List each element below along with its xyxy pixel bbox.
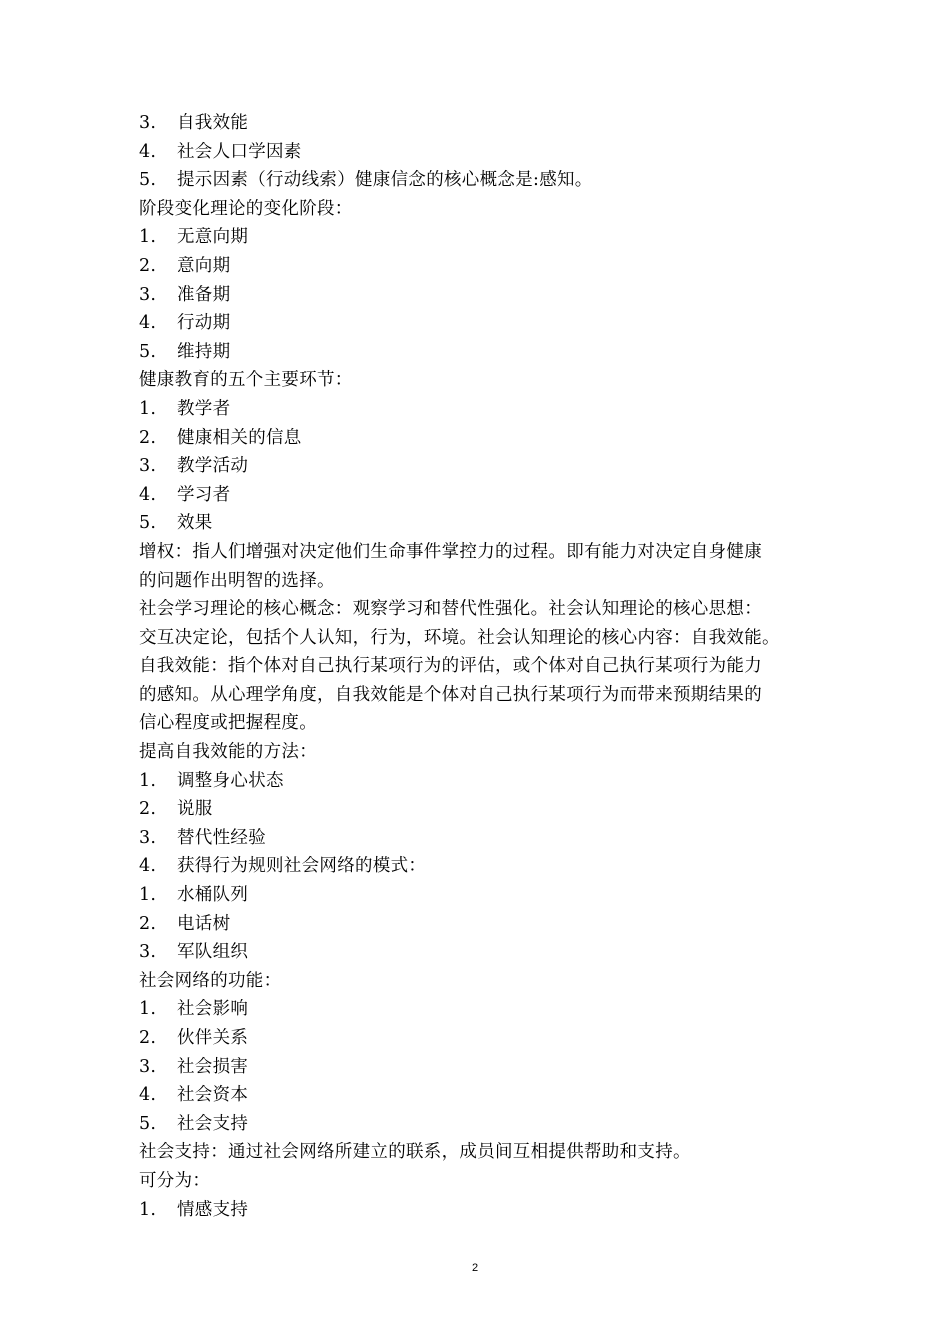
- list-item-number: 3.: [139, 113, 157, 133]
- list-item-text: 情感支持: [177, 1199, 249, 1220]
- list-item: [139, 824, 819, 853]
- list-item-number: 5.: [139, 170, 157, 191]
- list-item: [139, 509, 819, 538]
- paragraph-line: [139, 681, 819, 710]
- paragraph-text: 交互决定论，包括个人认知，行为，环境。社会认知理论的核心内容：自我效能。: [139, 627, 780, 648]
- paragraph-text: 的感知。从心理学角度，自我效能是个体对自己执行某项行为而带来预期结果的: [139, 684, 762, 705]
- paragraph-line: [139, 567, 819, 596]
- paragraph-line: [139, 709, 819, 738]
- list-item-number: 2.: [139, 799, 157, 820]
- paragraph-text: 信心程度或把握程度。: [139, 713, 317, 734]
- list-item-text: 效果: [177, 513, 213, 534]
- list-item: [139, 424, 819, 453]
- list-item: [139, 309, 819, 338]
- list-item: [139, 481, 819, 510]
- list-item-number: 1.: [139, 999, 157, 1020]
- list-item-number: 3.: [139, 942, 157, 963]
- list-item-number: 3.: [139, 827, 157, 848]
- paragraph-text: 提高自我效能的方法：: [139, 742, 317, 763]
- list-item-text: 电话树: [177, 913, 231, 934]
- list-item-number: 2.: [139, 913, 157, 934]
- list-item: [139, 395, 819, 424]
- paragraph-line: [139, 195, 819, 224]
- list-item: [139, 795, 819, 824]
- list-item: [139, 338, 819, 367]
- list-item-number: 1.: [139, 227, 157, 248]
- list-item-text: 意向期: [177, 255, 231, 276]
- paragraph-line: [139, 595, 819, 624]
- list-item: [139, 138, 819, 167]
- list-item-text: 维持期: [177, 341, 231, 362]
- list-item-number: 5.: [139, 341, 157, 362]
- list-item: [139, 252, 819, 281]
- paragraph-line: [139, 1138, 819, 1167]
- list-item-number: 3.: [139, 1056, 157, 1077]
- list-item: [139, 1053, 819, 1082]
- list-item-text: 获得行为规则社会网络的模式：: [177, 856, 427, 877]
- paragraph-line: [139, 1167, 819, 1196]
- list-item: [139, 1196, 819, 1225]
- list-item-text: 社会影响: [177, 999, 249, 1020]
- list-item-number: 2.: [139, 427, 157, 448]
- list-item-number: 2.: [139, 255, 157, 276]
- paragraph-text: 健康教育的五个主要环节：: [139, 370, 353, 391]
- list-item: [139, 452, 819, 481]
- list-item: [139, 881, 819, 910]
- list-item-number: 1.: [139, 398, 157, 419]
- list-item-text: 教学活动: [177, 456, 249, 477]
- list-item-text: 教学者: [177, 398, 231, 419]
- list-item: [139, 1024, 819, 1053]
- list-item-text: 无意向期: [177, 227, 249, 248]
- list-item-text: 行动期: [177, 313, 231, 334]
- list-item-text: 说服: [177, 799, 213, 820]
- list-item-number: 5.: [139, 513, 157, 534]
- list-item-text: 调整身心状态: [177, 770, 284, 791]
- list-item: [139, 281, 819, 310]
- list-item: [139, 1110, 819, 1139]
- paragraph-line: [139, 624, 819, 653]
- list-item-text: 社会资本: [177, 1085, 249, 1106]
- list-item-number: 3.: [139, 456, 157, 477]
- list-item-text: 准备期: [177, 284, 231, 305]
- list-item-text: 提示因素（行动线索）健康信念的核心概念是:感知。: [177, 170, 593, 191]
- list-item: [139, 938, 819, 967]
- list-item-number: 1.: [139, 770, 157, 791]
- paragraph-line: [139, 652, 819, 681]
- paragraph-text: 社会网络的功能：: [139, 970, 282, 991]
- list-item-number: 3.: [139, 284, 157, 305]
- list-item-number: 1.: [139, 885, 157, 906]
- paragraph-text: 阶段变化理论的变化阶段：: [139, 198, 353, 219]
- list-item-text: 社会损害: [177, 1056, 249, 1077]
- list-item-text: 社会支持: [177, 1113, 249, 1134]
- list-item-text: 军队组织: [177, 942, 249, 963]
- paragraph-text: 社会支持：通过社会网络所建立的联系，成员间互相提供帮助和支持。: [139, 1142, 691, 1163]
- list-item-number: 4.: [139, 856, 157, 877]
- list-item-number: 4.: [139, 484, 157, 505]
- list-item: [139, 767, 819, 796]
- paragraph-line: [139, 967, 819, 996]
- paragraph-text: 的问题作出明智的选择。: [139, 570, 335, 591]
- list-item: [139, 223, 819, 252]
- list-item: [139, 109, 819, 138]
- list-item-text: 学习者: [177, 484, 231, 505]
- paragraph-line: [139, 538, 819, 567]
- list-item-number: 2.: [139, 1028, 157, 1048]
- list-item-text: 伙伴关系: [177, 1028, 249, 1048]
- paragraph-text: 社会学习理论的核心概念：观察学习和替代性强化。社会认知理论的核心思想：: [139, 599, 762, 620]
- list-item-number: 4.: [139, 1085, 157, 1106]
- list-item-text: 替代性经验: [177, 827, 266, 848]
- paragraph-text: 自我效能：指个体对自己执行某项行为的评估，或个体对自己执行某项行为能力: [139, 656, 762, 677]
- list-item-text: 自我效能: [177, 113, 249, 133]
- paragraph-line: [139, 738, 819, 767]
- list-item-number: 1.: [139, 1199, 157, 1220]
- list-item-text: 水桶队列: [177, 885, 249, 906]
- paragraph-text: 可分为：: [139, 1170, 211, 1191]
- list-item: [139, 910, 819, 939]
- list-item: [139, 1081, 819, 1110]
- page-number: 2: [471, 1262, 479, 1274]
- list-item-number: 5.: [139, 1113, 157, 1134]
- list-item-number: 4.: [139, 141, 157, 162]
- list-item-text: 健康相关的信息: [177, 427, 302, 448]
- list-item: [139, 852, 819, 881]
- page-body-text: [139, 109, 819, 1224]
- list-item-number: 4.: [139, 313, 157, 334]
- list-item: [139, 995, 819, 1024]
- list-item: [139, 166, 819, 195]
- list-item-text: 社会人口学因素: [177, 141, 302, 162]
- paragraph-text: 增权：指人们增强对决定他们生命事件掌控力的过程。即有能力对决定自身健康: [139, 541, 762, 562]
- paragraph-line: [139, 366, 819, 395]
